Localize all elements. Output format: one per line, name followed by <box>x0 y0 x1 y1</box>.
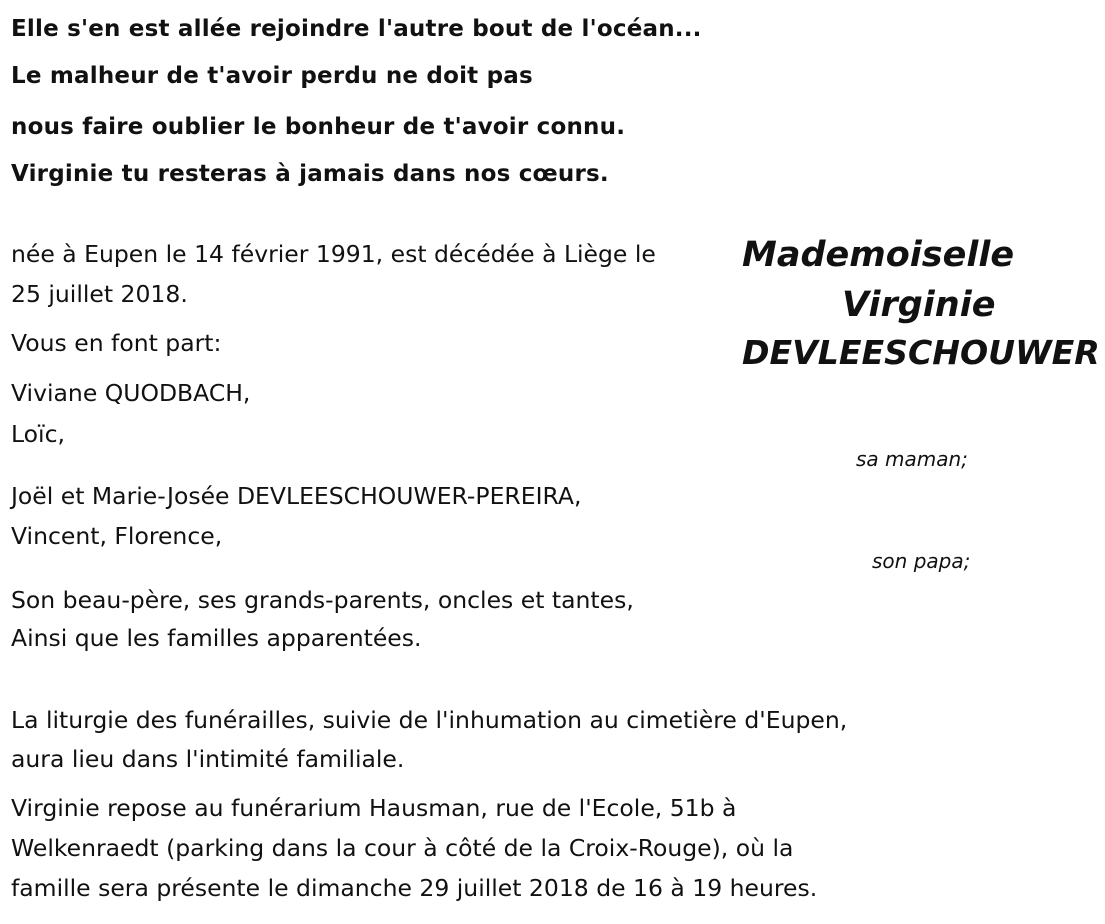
funeral-line-1: La liturgie des funérailles, suivie de l'inhumation au cimetière d'Eupen, <box>11 706 848 734</box>
birth-death-line-2: 25 juillet 2018. <box>11 280 188 308</box>
deceased-first-name: Virginie <box>842 285 996 325</box>
others-line-2: Ainsi que les familles apparentées. <box>11 624 422 652</box>
mother-relation: sa maman; <box>856 447 968 471</box>
father-relation: son papa; <box>872 549 971 573</box>
deceased-title: Mademoiselle <box>742 235 1015 275</box>
mother-child: Loïc, <box>11 420 65 448</box>
father-children: Vincent, Florence, <box>11 522 223 550</box>
mother-name: Viviane QUODBACH, <box>11 379 251 407</box>
others-line-1: Son beau-père, ses grands-parents, oncles et tantes, <box>11 586 634 614</box>
poem-line-2: Le malheur de t'avoir perdu ne doit pas <box>11 63 533 89</box>
funeral-line-2: aura lieu dans l'intimité familiale. <box>11 745 405 773</box>
deceased-last-name: DEVLEESCHOUWER <box>742 333 1100 372</box>
viewing-line-3: famille sera présente le dimanche 29 juillet 2018 de 16 à 19 heures. <box>11 874 818 902</box>
poem-line-3: nous faire oublier le bonheur de t'avoir connu. <box>11 114 626 140</box>
poem-line-4: Virginie tu resteras à jamais dans nos cœurs. <box>11 161 609 187</box>
viewing-line-2: Welkenraedt (parking dans la cour à côté de la Croix-Rouge), où la <box>11 834 794 862</box>
announcement: Vous en font part: <box>11 329 222 357</box>
birth-death-line-1: née à Eupen le 14 février 1991, est décédée à Liège le <box>11 240 656 268</box>
poem-line-1: Elle s'en est allée rejoindre l'autre bout de l'océan... <box>11 16 702 42</box>
father-name: Joël et Marie-Josée DEVLEESCHOUWER-PEREIRA, <box>11 482 582 510</box>
viewing-line-1: Virginie repose au funérarium Hausman, rue de l'Ecole, 51b à <box>11 794 737 822</box>
